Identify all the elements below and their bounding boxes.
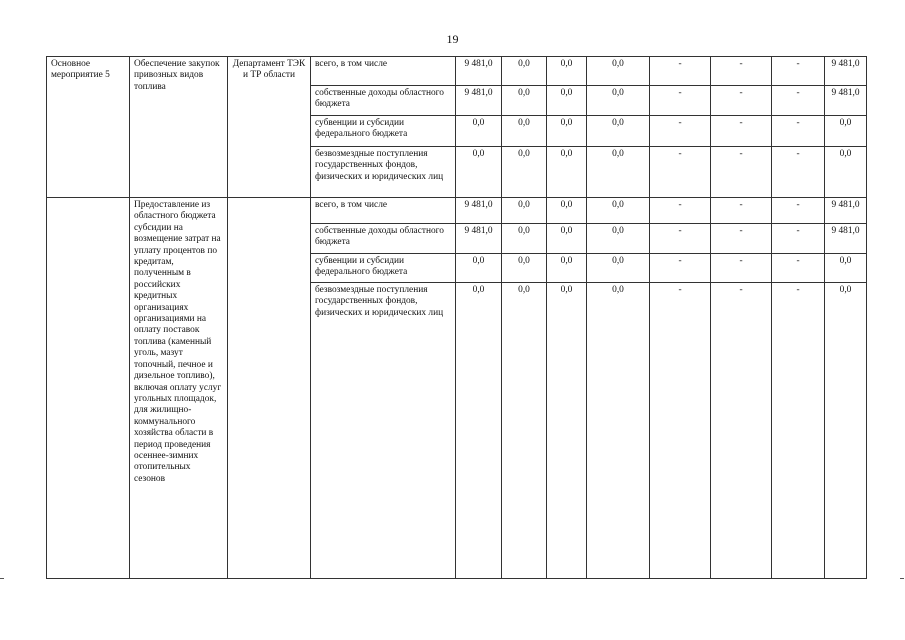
value-cell: 0,0 (587, 283, 650, 579)
table-row (47, 198, 867, 224)
value-cell: 0,0 (825, 147, 867, 198)
event-type-cell: Основное мероприятие 5 (47, 57, 130, 198)
value-cell: 9 481,0 (456, 224, 502, 254)
value-cell: 0,0 (587, 116, 650, 147)
value-cell: - (650, 283, 711, 579)
value-cell: - (650, 147, 711, 198)
value-cell: - (772, 224, 825, 254)
table-row (47, 57, 867, 86)
value-cell: 9 481,0 (456, 86, 502, 116)
value-cell: 0,0 (547, 116, 587, 147)
value-cell: - (650, 116, 711, 147)
value-cell: 0,0 (502, 57, 547, 86)
value-cell: 0,0 (587, 254, 650, 283)
funding-source-cell: всего, в том числе (311, 198, 456, 224)
value-cell: 0,0 (547, 283, 587, 579)
value-cell: - (711, 283, 772, 579)
value-cell: - (711, 57, 772, 86)
value-cell: - (772, 147, 825, 198)
funding-source-cell: безвозмездные поступления государственных фондов, физических и юридических лиц (311, 147, 456, 198)
value-cell: 0,0 (502, 224, 547, 254)
value-cell: 0,0 (547, 57, 587, 86)
budget-table (46, 56, 867, 579)
value-cell: 0,0 (587, 86, 650, 116)
value-cell: - (711, 224, 772, 254)
funding-source-cell: безвозмездные поступления государственных фондов, физических и юридических лиц (311, 283, 456, 579)
value-cell: 9 481,0 (456, 57, 502, 86)
funding-source-cell: собственные доходы областного бюджета (311, 224, 456, 254)
funding-source-cell: субвенции и субсидии федерального бюджета (311, 254, 456, 283)
sub-event-name-cell: Предоставление из областного бюджета субсидии на возмещение затрат на уплату процентов по кредитам, полученным в российских кредитных организациях организациями на оплату поставок топлива (каменный уголь, мазут топочный, печное и дизельное топливо), включая оплату услуг угольных площадок, для жилищно-коммунального хозяйства области в период проведения осеннее-зимних отопительных сезонов (130, 198, 228, 579)
value-cell: - (711, 198, 772, 224)
value-cell: 0,0 (502, 86, 547, 116)
value-cell: - (772, 198, 825, 224)
value-cell: 0,0 (502, 198, 547, 224)
value-cell: 0,0 (502, 147, 547, 198)
left-margin-mark (0, 578, 4, 579)
value-cell: 9 481,0 (456, 198, 502, 224)
value-cell: 9 481,0 (825, 198, 867, 224)
value-cell: - (650, 86, 711, 116)
value-cell: - (772, 283, 825, 579)
value-cell: - (711, 116, 772, 147)
value-cell: 0,0 (502, 283, 547, 579)
value-cell: 9 481,0 (825, 57, 867, 86)
value-cell: - (772, 57, 825, 86)
value-cell: - (711, 254, 772, 283)
value-cell: 0,0 (825, 116, 867, 147)
value-cell: 0,0 (456, 254, 502, 283)
value-cell: - (711, 147, 772, 198)
value-cell: 0,0 (456, 116, 502, 147)
value-cell: - (650, 224, 711, 254)
funding-source-cell: всего, в том числе (311, 57, 456, 86)
value-cell: 0,0 (547, 224, 587, 254)
value-cell: 0,0 (587, 224, 650, 254)
value-cell: 0,0 (502, 116, 547, 147)
value-cell: 0,0 (456, 283, 502, 579)
value-cell: 0,0 (587, 57, 650, 86)
value-cell: 0,0 (547, 86, 587, 116)
event-name-cell: Обеспечение закупок привозных видов топлива (130, 57, 228, 198)
value-cell: 0,0 (587, 147, 650, 198)
value-cell: 9 481,0 (825, 86, 867, 116)
value-cell: 9 481,0 (825, 224, 867, 254)
value-cell: 0,0 (547, 254, 587, 283)
value-cell: - (650, 254, 711, 283)
page-number: 19 (446, 32, 459, 46)
funding-source-cell: субвенции и субсидии федерального бюджета (311, 116, 456, 147)
department-cell: Департамент ТЭК и ТР области (228, 57, 311, 198)
value-cell: 0,0 (547, 198, 587, 224)
value-cell: 0,0 (502, 254, 547, 283)
value-cell: - (711, 86, 772, 116)
value-cell: 0,0 (547, 147, 587, 198)
value-cell: 0,0 (825, 283, 867, 579)
empty-type-cell (47, 198, 130, 579)
value-cell: - (772, 254, 825, 283)
value-cell: 0,0 (456, 147, 502, 198)
empty-department-cell (228, 198, 311, 579)
right-margin-mark (900, 578, 904, 579)
funding-source-cell: собственные доходы областного бюджета (311, 86, 456, 116)
value-cell: - (772, 116, 825, 147)
value-cell: - (650, 57, 711, 86)
value-cell: 0,0 (825, 254, 867, 283)
value-cell: - (772, 86, 825, 116)
value-cell: - (650, 198, 711, 224)
value-cell: 0,0 (587, 198, 650, 224)
